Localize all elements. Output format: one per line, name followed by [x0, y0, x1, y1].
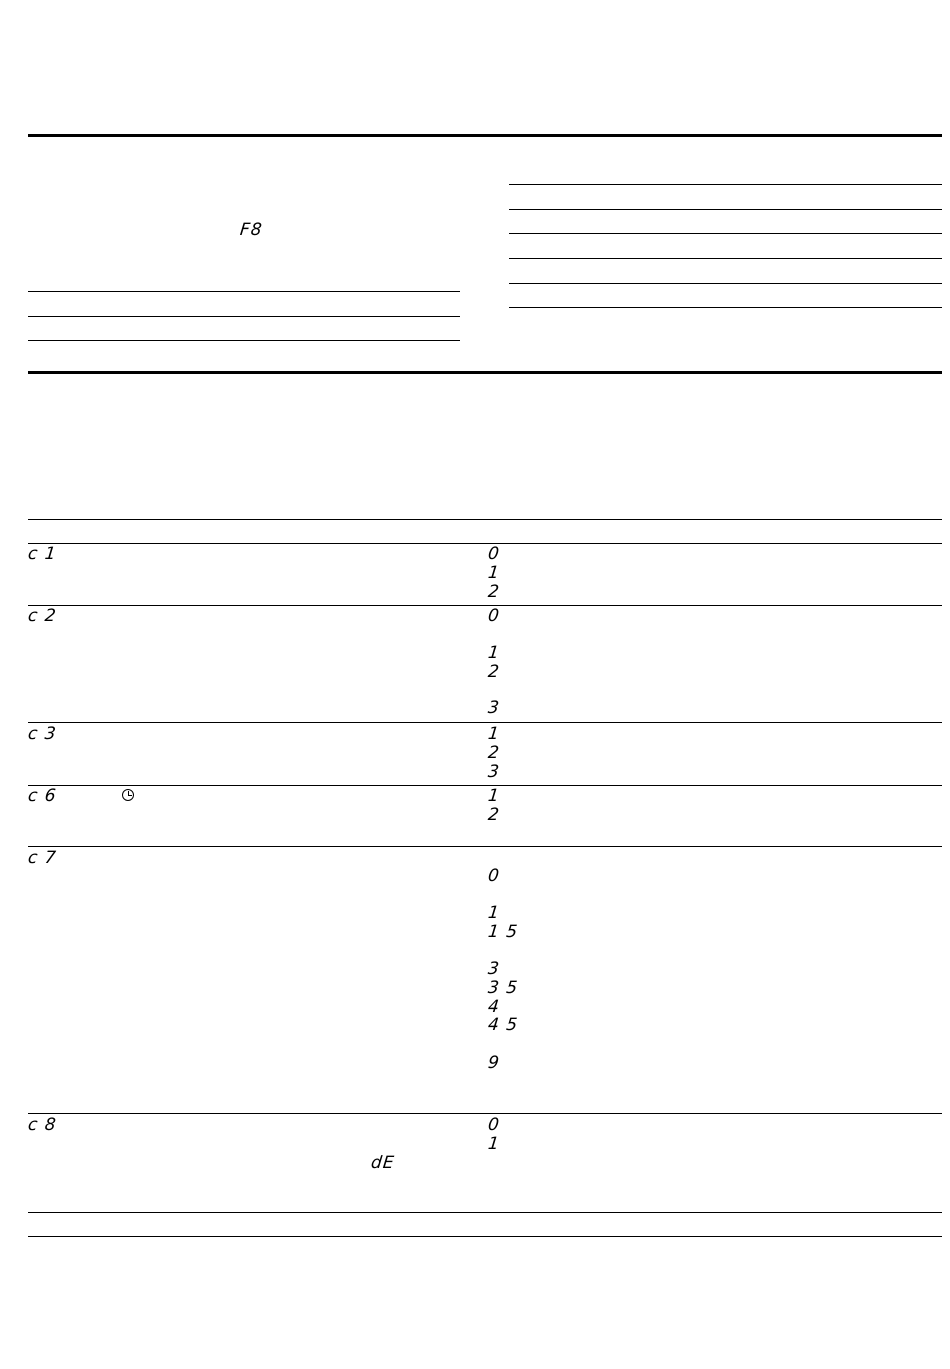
setting-value: 0 [487, 1115, 501, 1135]
right-table-line-1 [509, 184, 942, 185]
setting-code: c 2 [27, 606, 58, 626]
fault-code-f8: F8 [239, 220, 264, 240]
settings-table-header-bottom [28, 543, 942, 544]
setting-code: c 8 [27, 1115, 58, 1135]
setting-value: 0 [487, 606, 501, 626]
setting-value: 3 5 [487, 978, 520, 998]
row-divider [28, 605, 942, 606]
settings-table-bottom [28, 1236, 942, 1237]
row-divider [28, 722, 942, 723]
right-table-line-6 [509, 307, 942, 308]
left-table-line-2 [28, 316, 460, 317]
setting-value: 1 [487, 643, 501, 663]
table-row-c8 [28, 1117, 942, 1211]
row-divider [28, 846, 942, 847]
table-row-c7 [28, 850, 942, 1112]
setting-value: 2 [487, 582, 501, 602]
setting-value: 4 [487, 997, 501, 1017]
table-row-c6 [28, 788, 942, 844]
setting-value: 1 [487, 563, 501, 583]
setting-value: 1 [487, 1134, 501, 1154]
table-row-c1 [28, 546, 942, 604]
row-divider [28, 785, 942, 786]
setting-value: 2 [487, 805, 501, 825]
setting-value: 9 [487, 1053, 501, 1073]
setting-value: 2 [487, 743, 501, 763]
top-section-rule-bottom [28, 371, 942, 374]
setting-value: 4 5 [487, 1015, 520, 1035]
setting-value: 1 [487, 724, 501, 744]
setting-value: 1 [487, 786, 501, 806]
right-table-line-5 [509, 283, 942, 284]
left-table-line-1 [28, 291, 460, 292]
right-table-line-4 [509, 258, 942, 259]
top-section-rule-top [28, 134, 942, 137]
setting-value: 1 5 [487, 922, 520, 942]
setting-code: c 3 [27, 724, 58, 744]
setting-value: 0 [487, 866, 501, 886]
setting-value: 1 [487, 903, 501, 923]
setting-value: 0 [487, 544, 501, 564]
setting-value: 3 [487, 762, 501, 782]
row-divider [28, 1212, 942, 1213]
setting-value: 2 [487, 662, 501, 682]
table-row-c2 [28, 608, 942, 720]
right-table-line-2 [509, 209, 942, 210]
row-divider [28, 1113, 942, 1114]
right-table-line-3 [509, 233, 942, 234]
left-table-line-3 [28, 340, 460, 341]
table-row-c3 [28, 726, 942, 784]
settings-table-header-top [28, 519, 942, 520]
setting-value: 3 [487, 698, 501, 718]
clock-icon [122, 789, 134, 801]
setting-code: c 1 [27, 544, 58, 564]
setting-code: c 7 [27, 848, 58, 868]
setting-code: c 6 [27, 786, 58, 806]
inline-code-de: dE [370, 1153, 396, 1173]
setting-value: 3 [487, 959, 501, 979]
